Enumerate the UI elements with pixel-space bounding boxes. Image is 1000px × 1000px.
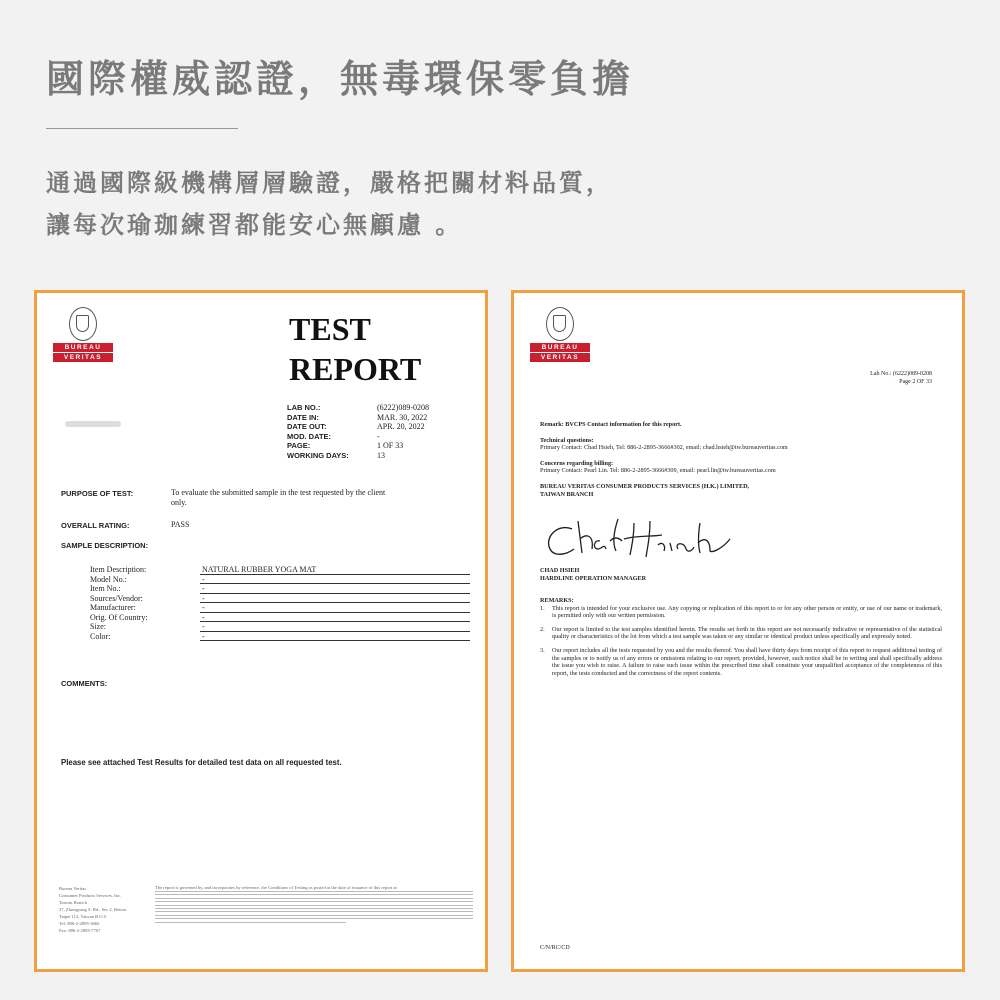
meta-key: MOD. DATE:: [287, 431, 332, 441]
remark-heading: Remark: BVCPS Contact information for this report.: [540, 421, 682, 428]
signer-block: [540, 567, 942, 582]
report-title-line2: REPORT: [289, 351, 422, 387]
sample-key: Item No.:: [90, 584, 121, 593]
remark-number: 1.: [540, 604, 545, 612]
page-header-info: [870, 371, 932, 386]
sample-value: -: [200, 575, 470, 585]
company-name: BUREAU VERITAS CONSUMER PRODUCTS SERVICES (H.K.) LIMITED,: [540, 482, 750, 490]
meta-value: 13: [377, 450, 385, 460]
fine-print-line: [155, 918, 473, 919]
fine-print-line: [155, 901, 473, 902]
fine-print-line: [155, 915, 473, 916]
fine-print-line: [155, 922, 346, 923]
signer-title: HARDLINE OPERATION MANAGER: [540, 574, 647, 582]
address-line: 37, Zhongyang S. Rd., Sec 2, Beitou: [59, 907, 127, 912]
meta-key: LAB NO.:: [287, 403, 321, 412]
bureau-veritas-logo: [530, 307, 590, 367]
remark-text: Our report is limited to the test samples identified herein. The results set forth in this report are not necessarily indicative or representative of the statistical quality or characteristics of the lot from which a test sample was taken or any similar or identical product unless specifically and expressly noted.: [552, 625, 942, 641]
meta-value: APR. 20, 2022: [377, 422, 425, 431]
overall-rating-value: PASS: [171, 520, 190, 529]
logo-text-line1: BUREAU: [53, 343, 113, 352]
meta-row: [287, 403, 488, 413]
headline-divider: [46, 128, 238, 129]
sample-value: -: [200, 594, 470, 604]
sample-row: [90, 565, 470, 575]
remark-number: 3.: [540, 646, 545, 654]
fine-print-line: [155, 908, 473, 909]
sample-key: Size:: [90, 622, 106, 631]
redacted-client-name: [65, 421, 121, 427]
bureau-veritas-logo: [53, 307, 113, 367]
signer-name: CHAD HSIEH: [540, 567, 580, 574]
sample-row: [90, 622, 470, 632]
report-title-line1: TEST: [289, 311, 371, 347]
remark-text: Our report includes all the tests requested by you and the results thereof. You shall have thirty days from receipt of this report to request additional testing of the samples or to notify us of any errors or omissions relating to our report; provided, however, such notice shall be in writing and shall specifically address the issue you wish to raise. A failure to raise such issue within the prescribed time shall constitute your unqualified acceptance of the completeness of this report, the tests conducted and the correctness of the report contents.: [552, 646, 942, 677]
remark-item: [540, 626, 942, 641]
meta-value: -: [377, 431, 380, 441]
footer-address: [59, 885, 145, 934]
fine-print-line: [155, 898, 473, 899]
fine-print-line: [155, 891, 473, 892]
sample-row: [90, 594, 470, 604]
billing-contact: Primary Contact: Pearl Lin. Tel: 886-2-2895-3666#309, email: pearl.lin@tw.bureauveritas.com: [540, 467, 776, 475]
lab-number: Lab No.: (6222)089-0208: [870, 371, 932, 377]
sample-key: Sources/Vendor:: [90, 593, 143, 603]
fine-print-intro: The report is governed by, and incorporates by reference, the Conditions of Testing as posted at the date of issuance of this report at: [155, 885, 397, 890]
remark-text: This report is intended for your exclusive use. Any copying or replication of this report to or for any other person or entity, or use of our name or trademark, is permitted only with our written permission.: [552, 604, 942, 620]
sample-value: -: [200, 613, 470, 623]
meta-row: [287, 441, 488, 451]
handwritten-signature: [538, 515, 738, 567]
address-line: Taipei 112, Taiwan R.O.C: [59, 914, 107, 919]
overall-rating-label: OVERALL RATING:: [61, 521, 130, 530]
purpose-line-2: only.: [171, 498, 187, 507]
remarks-heading: REMARKS:: [540, 597, 574, 604]
purpose-label: PURPOSE OF TEST:: [61, 489, 134, 498]
remark-item: [540, 647, 942, 677]
address-line: Tel: 886-2-2895-3666: [59, 921, 100, 926]
remarks-section: [540, 597, 942, 683]
meta-key: PAGE:: [287, 441, 311, 450]
sample-key: Manufacturer:: [90, 603, 136, 612]
subheadline-line-1: 通過國際級機構層層驗證，嚴格把關材料品質，: [46, 169, 613, 197]
remark-item: [540, 605, 942, 620]
sample-value: -: [200, 584, 470, 594]
meta-value: MAR. 30, 2022: [377, 412, 428, 422]
seal-icon: [69, 307, 97, 341]
footer-code: C/N/RC/CD: [540, 945, 570, 951]
meta-row: [287, 422, 488, 432]
sample-value: -: [200, 632, 470, 642]
test-report-page-1: [34, 290, 488, 972]
address-line: Consumer Products Services, Inc.: [59, 893, 122, 898]
page-subheadline: [46, 162, 613, 246]
page-headline: 國際權威認證，無毒環保零負擔: [46, 57, 635, 101]
sample-key: Model No.:: [90, 574, 127, 584]
attached-results-note: Please see attached Test Results for detailed test data on all requested test.: [61, 758, 342, 767]
meta-row: [287, 432, 488, 442]
sample-row: [90, 613, 470, 623]
company-branch: TAIWAN BRANCH: [540, 490, 594, 498]
meta-row: [287, 451, 488, 461]
logo-text-line1: BUREAU: [530, 343, 590, 352]
sample-description-label: SAMPLE DESCRIPTION:: [61, 541, 149, 550]
contact-section: [540, 421, 942, 498]
technical-heading: Technical questions:: [540, 436, 594, 444]
sample-value: -: [200, 622, 470, 632]
sample-key: Color:: [90, 631, 111, 641]
comments-label: COMMENTS:: [61, 679, 108, 688]
logo-text-line2: VERITAS: [53, 353, 113, 362]
address-line: Bureau Veritas: [59, 886, 87, 891]
sample-value: NATURAL RUBBER YOGA MAT: [200, 565, 470, 575]
fine-print-line: [155, 911, 473, 912]
sample-row: [90, 584, 470, 594]
fine-print-line: [155, 905, 473, 906]
address-line: Taiwan Branch: [59, 900, 87, 905]
report-title: [289, 309, 421, 389]
technical-contact: Primary Contact: Chad Hsieh, Tel: 886-2-2895-3666#302, email: chad.hsieh@tw.bureauveritas.com: [540, 444, 788, 452]
purpose-text: [171, 488, 385, 508]
subheadline-line-2: 讓每次瑜珈練習都能安心無顧慮 。: [46, 211, 463, 239]
sample-key: Orig. Of Country:: [90, 612, 148, 622]
test-report-page-2: [511, 290, 965, 972]
sample-description-table: [90, 565, 470, 641]
meta-row: [287, 413, 488, 423]
meta-key: DATE OUT:: [287, 422, 327, 431]
fine-print-line: [155, 894, 473, 895]
purpose-line-1: To evaluate the submitted sample in the test requested by the client: [171, 488, 386, 497]
logo-text-line2: VERITAS: [530, 353, 590, 362]
remark-number: 2.: [540, 625, 545, 633]
sample-row: [90, 575, 470, 585]
seal-icon: [546, 307, 574, 341]
billing-heading: Concerns regarding billing:: [540, 459, 614, 467]
sample-row: [90, 632, 470, 642]
meta-key: DATE IN:: [287, 412, 319, 422]
meta-value: (6222)089-0208: [377, 403, 429, 412]
sample-row: [90, 603, 470, 613]
report-meta: [287, 403, 488, 460]
sample-value: -: [200, 603, 470, 613]
sample-key: Item Description:: [90, 565, 147, 574]
meta-value: 1 OF 33: [377, 441, 404, 450]
page-number: Page 2 OF 33: [899, 378, 932, 385]
footer-fine-print: [155, 885, 473, 925]
address-line: Fax: 886-2-2895-7707: [59, 928, 101, 933]
meta-key: WORKING DAYS:: [287, 450, 349, 460]
